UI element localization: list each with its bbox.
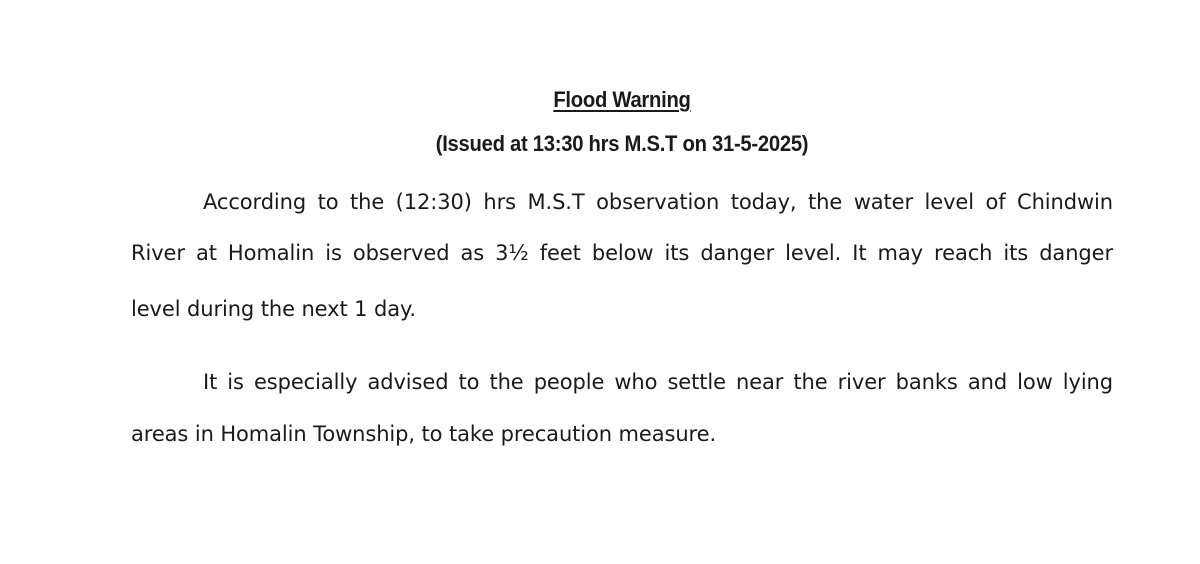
issued-timestamp: (Issued at 13:30 hrs M.S.T on 31-5-2025) <box>435 131 809 156</box>
paragraph-line: level during the next 1 day. <box>131 297 416 321</box>
document-title: Flood Warning <box>553 87 691 112</box>
paragraph-line: It is especially advised to the people who settle near the river banks and low lying <box>203 370 1113 394</box>
paragraph-line: River at Homalin is observed as 3½ feet below its danger level. It may reach its danger <box>131 241 1113 265</box>
paragraph-line: According to the (12:30) hrs M.S.T observation today, the water level of Chindwin <box>203 190 1113 214</box>
paragraph-line: areas in Homalin Township, to take precaution measure. <box>131 422 717 446</box>
